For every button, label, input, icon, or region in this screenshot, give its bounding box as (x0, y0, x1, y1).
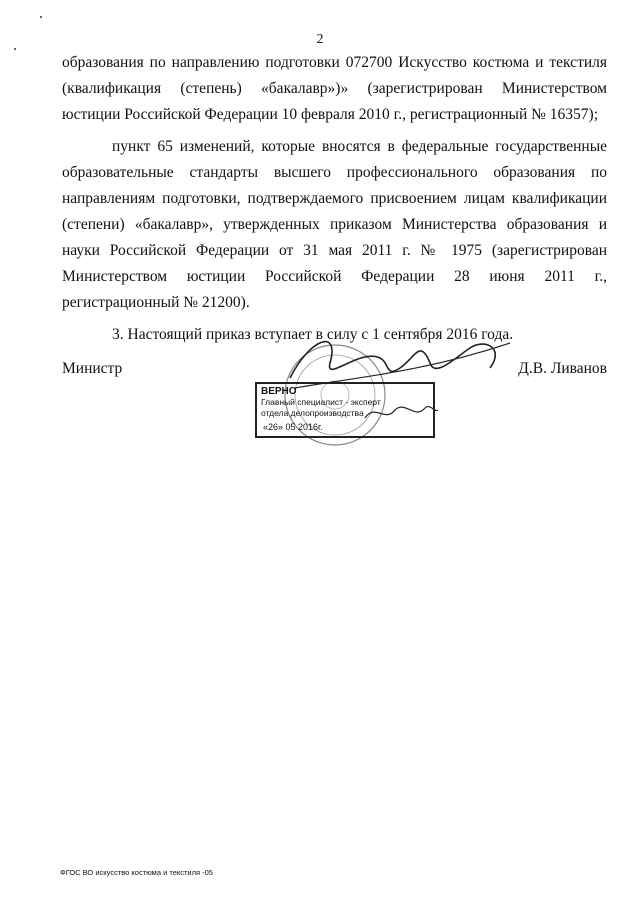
stamp-heading: ВЕРНО (261, 386, 297, 397)
document-body (62, 50, 607, 348)
stamp-handwritten-signature (360, 398, 440, 428)
signatory-name: Д.В. Ливанов (518, 360, 607, 377)
page-number: 2 (316, 32, 324, 47)
footer-note: ФГОС ВО искусство костюма и текстиля -05 (60, 868, 213, 877)
paragraph-3: 3. Настоящий приказ вступает в силу с 1 сентября 2016 года. (112, 326, 514, 343)
stamp-position: Главный специалист - эксперт (261, 397, 381, 407)
stamp-date: «26» 05 2016г. (263, 422, 323, 432)
scan-speck (40, 16, 42, 18)
scan-speck (14, 48, 16, 50)
signatory-title: Министр (62, 360, 123, 377)
paragraph-1: образования по направлению подготовки 072700 Искусство костюма и текстиля (квалификация (степень) «бакалавр»)» (зарегистрирован Министерством юстиции Российской Федерации 10 февраля 2010 г., регистрационный № 16357); (62, 54, 607, 123)
stamp-department: отдела делопроизводства (261, 408, 364, 418)
paragraph-2: пункт 65 изменений, которые вносятся в федеральные государственные образовательные стандарты высшего профессионального образования по направлениям подготовки, подтверждаемого присвоением лицам квалификации (степени) «бакалавр», утвержденных приказом Министерства образования и науки Российской Федерации от 31 мая 2011 г. № 1975 (зарегистрирован Министерством юстиции Российской Федерации 28 июня 2011 г., регистрационный № 21200). (62, 138, 607, 311)
minister-signature (270, 318, 520, 398)
